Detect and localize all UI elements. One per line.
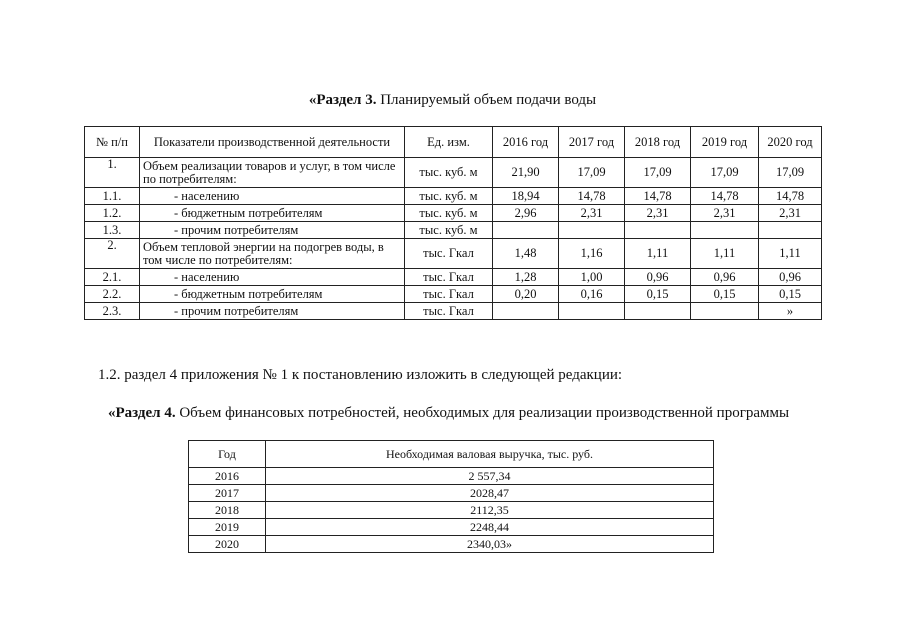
header-unit: Ед. изм. xyxy=(405,127,493,158)
row-value xyxy=(493,303,559,320)
table-header-row xyxy=(189,441,714,468)
row-value: 17,09 xyxy=(625,158,691,188)
row-year: 2019 xyxy=(189,519,266,536)
row-value xyxy=(493,222,559,239)
section3-title-bold: «Раздел 3. xyxy=(308,92,377,108)
table-row xyxy=(85,239,822,269)
row-num: 2.3. xyxy=(85,303,140,320)
row-unit: тыс. куб. м xyxy=(405,188,493,205)
row-value: 1,48 xyxy=(493,239,559,269)
row-value: 0,15 xyxy=(625,286,691,303)
table-row xyxy=(85,269,822,286)
section4-title-rest: Объем финансовых потребностей, необходимых для реализации производственной программы xyxy=(175,405,790,421)
row-value: 17,09 xyxy=(759,158,822,188)
row-name: - населению xyxy=(140,188,405,205)
row-unit: тыс. Гкал xyxy=(405,269,493,286)
table-row xyxy=(85,303,822,320)
row-value: 14,78 xyxy=(625,188,691,205)
row-value: 1,11 xyxy=(691,239,759,269)
row-num: 1.2. xyxy=(85,205,140,222)
row-unit: тыс. Гкал xyxy=(405,286,493,303)
row-unit: тыс. куб. м xyxy=(405,205,493,222)
header-revenue: Необходимая валовая выручка, тыс. руб. xyxy=(266,441,714,468)
row-unit: тыс. Гкал xyxy=(405,239,493,269)
row-value: 0,20 xyxy=(493,286,559,303)
row-year: 2017 xyxy=(189,485,266,502)
row-value xyxy=(625,222,691,239)
row-unit: тыс. куб. м xyxy=(405,222,493,239)
row-value: 1,16 xyxy=(559,239,625,269)
row-value: 1,11 xyxy=(625,239,691,269)
row-value xyxy=(691,303,759,320)
row-value: 1,28 xyxy=(493,269,559,286)
table-header-row xyxy=(85,127,822,158)
row-unit: тыс. куб. м xyxy=(405,158,493,188)
table-row xyxy=(85,205,822,222)
row-num: 2. xyxy=(85,239,140,269)
row-year: 2020 xyxy=(189,536,266,553)
row-value: 1,00 xyxy=(559,269,625,286)
table-row xyxy=(189,485,714,502)
row-value: 1,11 xyxy=(759,239,822,269)
row-value: 0,15 xyxy=(759,286,822,303)
row-value: 0,15 xyxy=(691,286,759,303)
row-revenue: 2028,47 xyxy=(266,485,714,502)
section4-title xyxy=(108,404,789,422)
table-row xyxy=(85,222,822,239)
row-value: 0,96 xyxy=(691,269,759,286)
row-name: Объем тепловой энергии на подогрев воды, в том числе по потребителям: xyxy=(140,239,405,269)
row-value xyxy=(625,303,691,320)
section4-title-bold: «Раздел 4. xyxy=(108,405,176,421)
row-value: 14,78 xyxy=(759,188,822,205)
row-value: 21,90 xyxy=(493,158,559,188)
header-2018: 2018 год xyxy=(625,127,691,158)
header-year: Год xyxy=(189,441,266,468)
row-year: 2018 xyxy=(189,502,266,519)
row-value: 18,94 xyxy=(493,188,559,205)
row-name: - прочим потребителям xyxy=(140,222,405,239)
row-name: - прочим потребителям xyxy=(140,303,405,320)
table-row xyxy=(85,286,822,303)
row-value xyxy=(559,303,625,320)
section3-title-rest: Планируемый объем подачи воды xyxy=(376,92,597,108)
row-value: 2,96 xyxy=(493,205,559,222)
row-name: - бюджетным потребителям xyxy=(140,205,405,222)
header-2017: 2017 год xyxy=(559,127,625,158)
table-row xyxy=(189,502,714,519)
row-value: 2,31 xyxy=(559,205,625,222)
table-row xyxy=(85,158,822,188)
table-row xyxy=(189,519,714,536)
row-value xyxy=(691,222,759,239)
table-row xyxy=(189,468,714,485)
row-value: 0,96 xyxy=(625,269,691,286)
row-name: - населению xyxy=(140,269,405,286)
row-value xyxy=(559,222,625,239)
row-num: 1.1. xyxy=(85,188,140,205)
revenue-table xyxy=(188,440,714,553)
row-value: 0,96 xyxy=(759,269,822,286)
row-value: 0,16 xyxy=(559,286,625,303)
header-indicator: Показатели производственной деятельности xyxy=(140,127,405,158)
row-value xyxy=(759,222,822,239)
row-num: 1. xyxy=(85,158,140,188)
row-num: 1.3. xyxy=(85,222,140,239)
row-revenue: 2248,44 xyxy=(266,519,714,536)
row-value: 2,31 xyxy=(691,205,759,222)
row-name: Объем реализации товаров и услуг, в том числе по потребителям: xyxy=(140,158,405,188)
header-2016: 2016 год xyxy=(493,127,559,158)
row-value: 17,09 xyxy=(691,158,759,188)
row-value: 14,78 xyxy=(691,188,759,205)
row-revenue: 2112,35 xyxy=(266,502,714,519)
section3-title xyxy=(0,91,905,109)
row-num: 2.1. xyxy=(85,269,140,286)
row-num: 2.2. xyxy=(85,286,140,303)
row-name: - бюджетным потребителям xyxy=(140,286,405,303)
row-revenue: 2 557,34 xyxy=(266,468,714,485)
water-supply-table xyxy=(84,126,822,320)
row-value: 17,09 xyxy=(559,158,625,188)
amendment-paragraph: 1.2. раздел 4 приложения № 1 к постановлению изложить в следующей редакции: xyxy=(98,367,623,383)
header-2019: 2019 год xyxy=(691,127,759,158)
header-num: № п/п xyxy=(85,127,140,158)
row-year: 2016 xyxy=(189,468,266,485)
row-revenue: 2340,03» xyxy=(266,536,714,553)
row-value: 2,31 xyxy=(759,205,822,222)
header-2020: 2020 год xyxy=(759,127,822,158)
row-value: 14,78 xyxy=(559,188,625,205)
row-value: 2,31 xyxy=(625,205,691,222)
table-row xyxy=(189,536,714,553)
row-unit: тыс. Гкал xyxy=(405,303,493,320)
table-row xyxy=(85,188,822,205)
row-value: » xyxy=(759,303,822,320)
